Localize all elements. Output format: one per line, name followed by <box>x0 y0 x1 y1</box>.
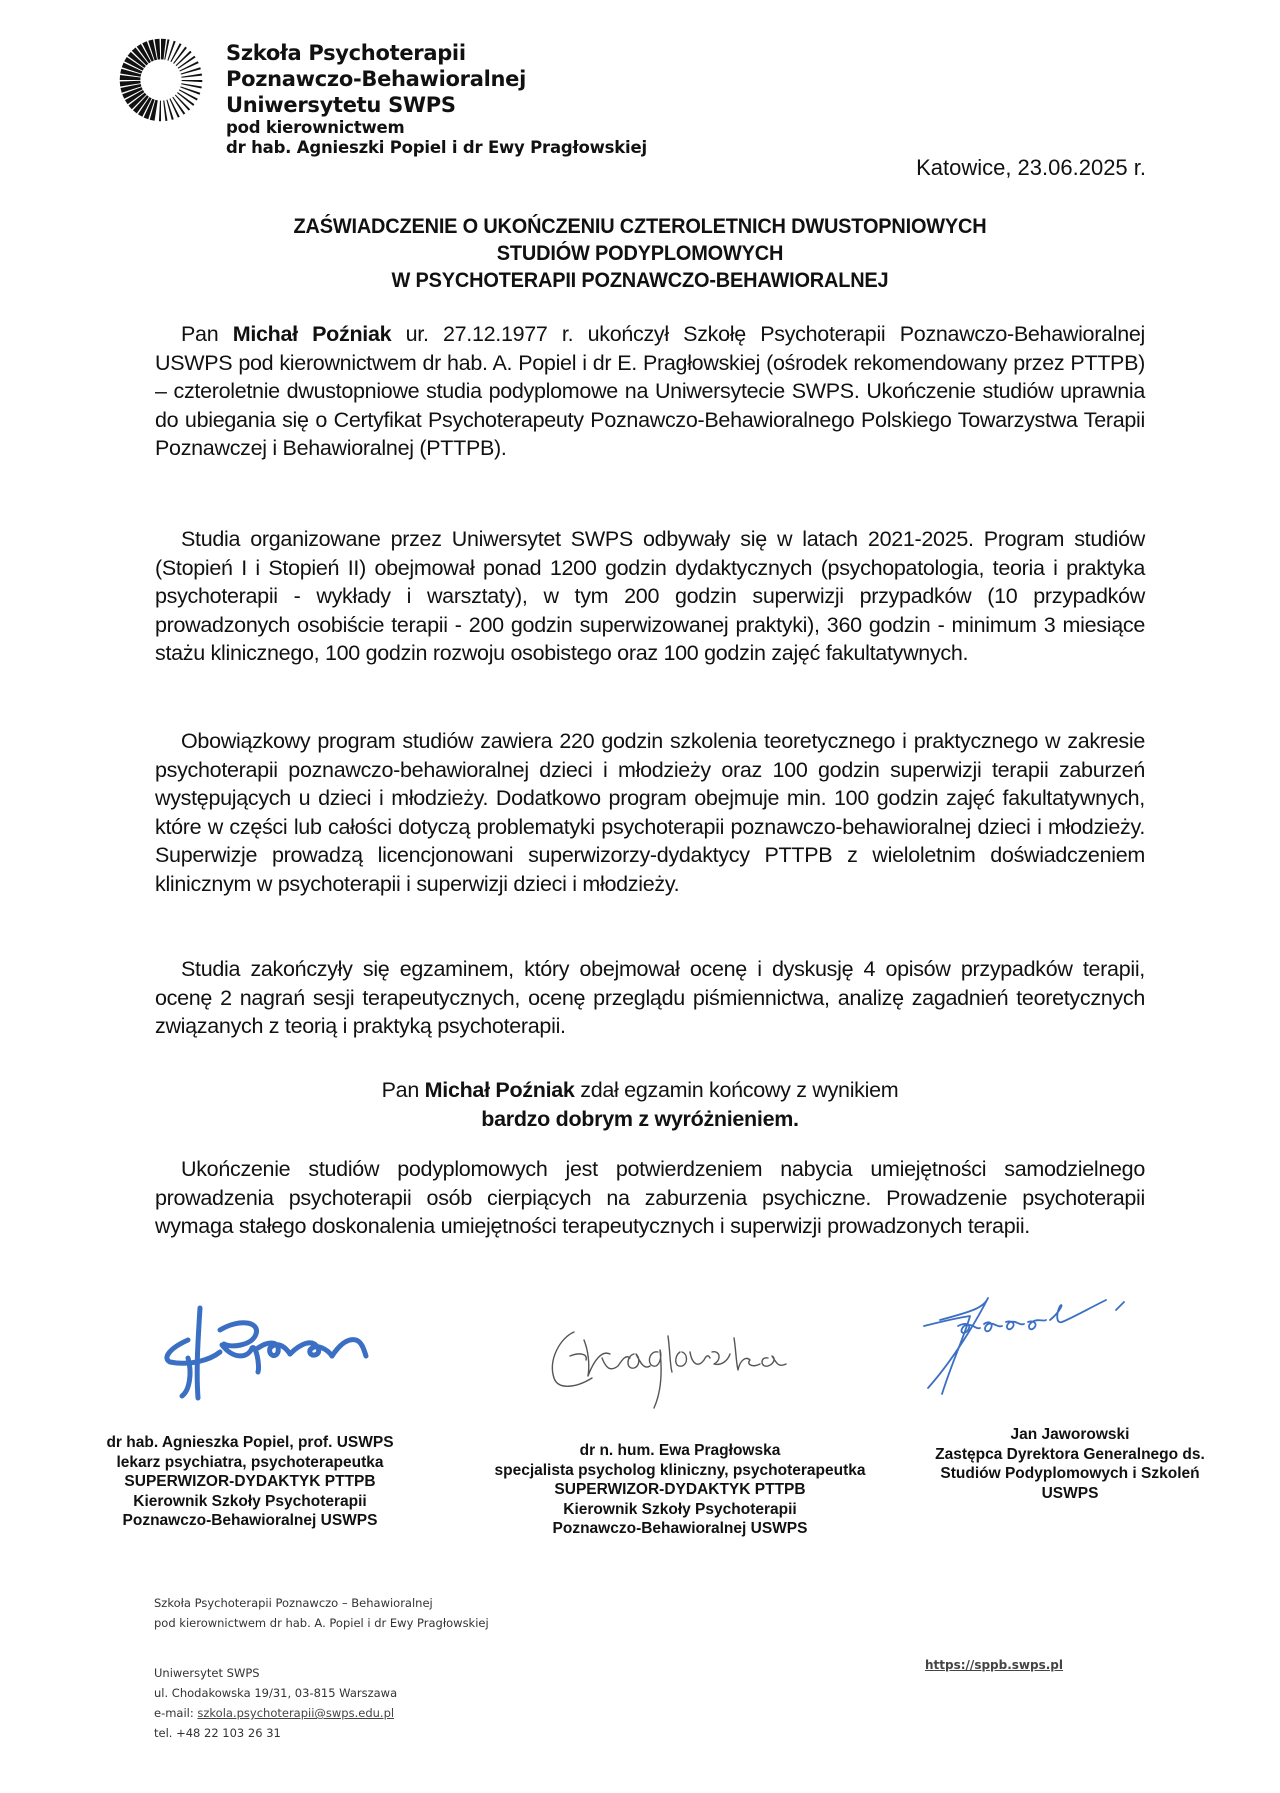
footer-phone: tel. +48 22 103 26 31 <box>154 1726 281 1740</box>
logo-ray <box>163 100 167 121</box>
paragraph-program: Studia organizowane przez Uniwersytet SWPS odbywały się w latach 2021-2025. Program studiów (Stopień I i Stopień II) obejmował ponad 1200 godzin dydaktycznych (psychopatologia, teoria i praktyka psychoterapii - wykłady i warsztaty), w tym 200 godzin superwizji przypadków (10 przypadków prowadzonych osobiście terapii - 200 godzin superwizowanej praktyki), 360 godzin - minimum 3 miesiące stażu klinicznego, 100 godzin rozwoju osobistego oraz 100 godzin zajęć fakultatywnych. <box>155 527 1145 665</box>
signature-praglowska <box>540 1320 810 1415</box>
logo-ray <box>167 41 175 61</box>
website-link[interactable]: https://sppb.swps.pl <box>925 1658 1064 1672</box>
logo-ray <box>181 74 202 78</box>
signer-name: dr hab. Agnieszka Popiel, prof. USWPS <box>106 1434 394 1451</box>
exam-grade: bardzo dobrym z wyróżnieniem. <box>481 1106 799 1131</box>
title-line: ZAŚWIADCZENIE O UKOŃCZENIU CZTEROLETNICH DWUSTOPNIOWYCH <box>293 215 987 238</box>
school-logo-icon <box>118 37 204 123</box>
logo-ray <box>180 86 200 94</box>
logo-line: Poznawczo-Behawioralnej <box>226 67 526 91</box>
school-logo-text <box>226 40 647 158</box>
title-line: W PSYCHOTERAPII POZNAWCZO-BEHAWIORALNEJ <box>391 269 889 292</box>
footer-address: ul. Chodakowska 19/31, 03-815 Warszawa <box>154 1686 398 1700</box>
logo-line: dr hab. Agnieszki Popiel i dr Ewy Pragłowskiej <box>226 138 647 157</box>
title-line: STUDIÓW PODYPLOMOWYCH <box>496 242 784 265</box>
logo-line: Szkoła Psychoterapii <box>226 41 466 65</box>
paragraph-completion: Pan Michał Poźniak ur. 27.12.1977 r. ukończył Szkołę Psychoterapii Poznawczo-Behawioralnej USWPS pod kierownictwem dr hab. A. Popiel i dr E. Pragłowskiej (ośrodek rekomendowany przez PTTPB) – czteroletnie dwustopniowe studia podyplomowe na Uniwersytecie SWPS. Ukończenie studiów uprawnia do ubiegania się o Certyfikat Psychoterapeuty Poznawczo-Behawioralnego Polskiego Towarzystwa Terapii Poznawczej i Behawioralnej (PTTPB). <box>155 322 1146 460</box>
footer-contact: Uniwersytet SWPS ul. Chodakowska 19/31, 03-815 Warszawa e-mail: szkola.psychoterapii@swps.edu.pl tel. +48 22 103 26 31 <box>154 1663 397 1743</box>
logo-line: pod kierownictwem <box>226 118 405 137</box>
signer-popiel: dr hab. Agnieszka Popiel, prof. USWPS lekarz psychiatra, psychoterapeutka SUPERWIZOR-DYDAKTYK PTTPB Kierownik Szkoły Psychoterapii Poznawczo-Behawioralnej USWPS <box>70 1433 430 1531</box>
paragraph-conclusion: Ukończenie studiów podyplomowych jest potwierdzeniem nabycia umiejętności samodzielnego prowadzenia psychoterapii osób cierpiących na zaburzenia psychiczne. Prowadzenie psychoterapii wymaga stałego doskonalenia umiejętności terapeutycznych i superwizji prowadzonych terapii. <box>155 1157 1145 1238</box>
signer-name: dr n. hum. Ewa Pragłowska <box>579 1442 781 1459</box>
place-and-date: Katowice, 23.06.2025 r. <box>916 155 1146 180</box>
signer-praglowska: dr n. hum. Ewa Pragłowska specjalista psycholog kliniczny, psychoterapeutka SUPERWIZOR-DYDAKTYK PTTPB Kierownik Szkoły Psychoterapii Poznawczo-Behawioralnej USWPS <box>455 1441 905 1539</box>
signature-jaworowski <box>910 1292 1150 1402</box>
signer-jaworowski: Jan Jaworowski Zastępca Dyrektora Generalnego ds. Studiów Podyplomowych i Szkoleń USWPS <box>890 1425 1250 1503</box>
signature-popiel <box>160 1300 400 1410</box>
logo-ray <box>182 80 203 82</box>
logo-line: Uniwersytetu SWPS <box>226 93 456 117</box>
logo-ray <box>181 67 201 74</box>
paragraph-exam: Studia zakończyły się egzaminem, który obejmował ocenę i dyskusję 4 opisów przypadków terapii, ocenę 2 nagrań sesji terapeutycznych, ocenę przeglądu piśmiennictwa, analizę zagadnień teoretycznych związanych z teorią i praktyką psychoterapii. <box>155 957 1145 1038</box>
logo-ray <box>159 101 161 122</box>
exam-result: Pan Michał Poźniak zdał egzamin końcowy z wynikiem bardzo dobrym z wyróżnieniem. <box>381 1078 899 1131</box>
signer-name: Jan Jaworowski <box>1010 1426 1130 1443</box>
email-link[interactable]: szkola.psychoterapii@swps.edu.pl <box>197 1706 395 1720</box>
paragraph-children-program: Obowiązkowy program studiów zawiera 220 godzin szkolenia teoretycznego i praktycznego w zakresie psychoterapii poznawczo-behawioralnej dzieci i młodzieży oraz 100 godzin superwizji terapii zaburzeń występujących u dzieci i młodzieży. Dodatkowo program obejmuje min. 100 godzin zajęć fakultatywnych, które w części lub całości dotyczą problematyki psychoterapii poznawczo-behawioralnej dzieci i młodzieży. Superwizje prowadzą licencjonowani superwizorzy-dydaktycy PTTPB z wieloletnim doświadczeniem klinicznym w psychoterapii i superwizji dzieci i młodzieży. <box>155 729 1145 896</box>
footer-school: Szkoła Psychoterapii Poznawczo – Behawioralnej pod kierownictwem dr hab. A. Popiel i dr Ewy Pragłowskiej <box>154 1596 489 1630</box>
logo-ray <box>166 100 173 120</box>
document-title <box>0 213 1280 294</box>
recipient-name: Michał Poźniak <box>232 322 392 346</box>
recipient-name: Michał Poźniak <box>424 1078 575 1102</box>
